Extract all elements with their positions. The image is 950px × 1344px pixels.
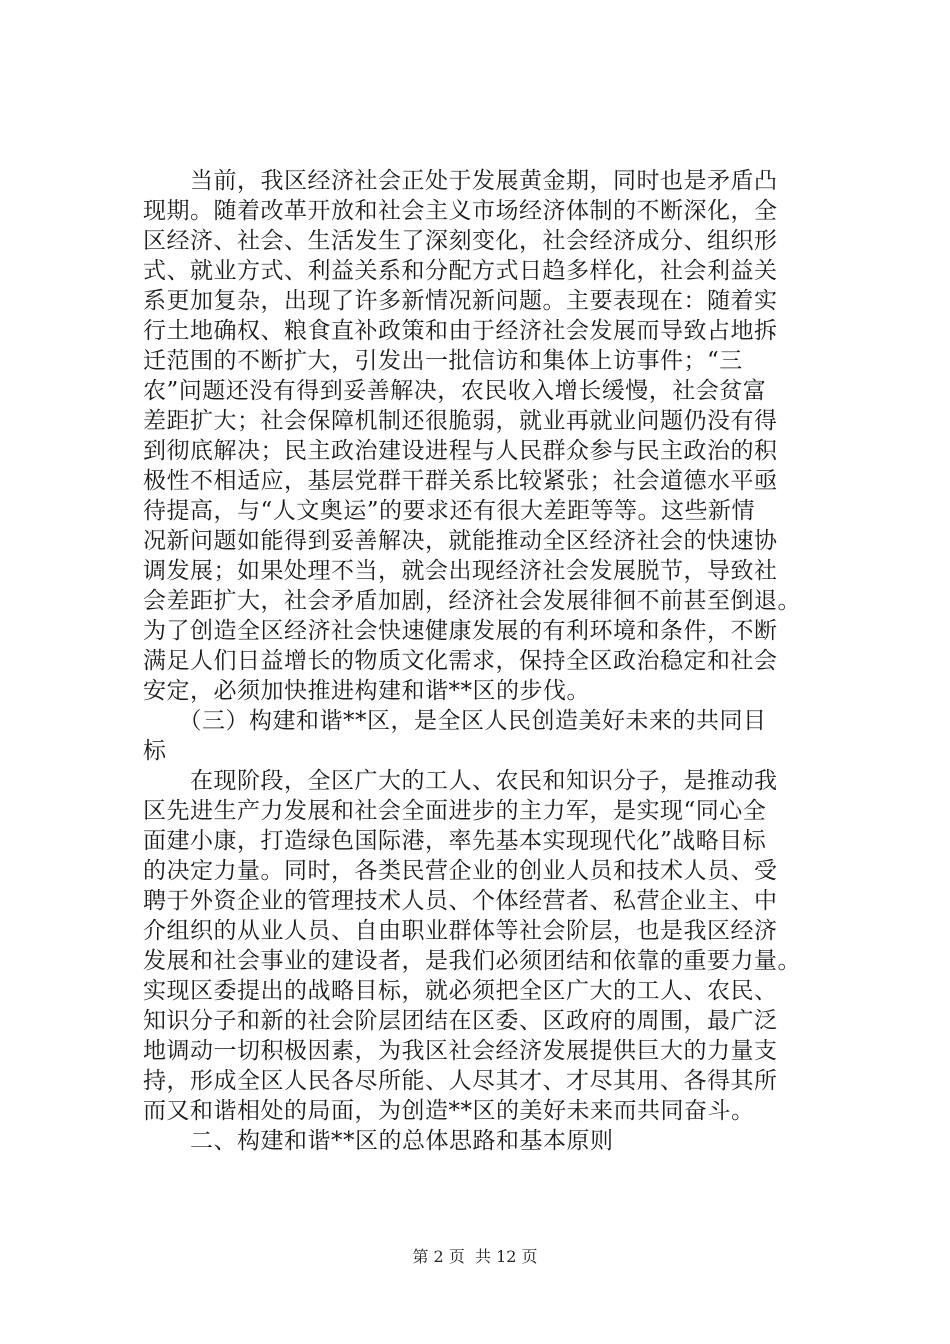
text-line: 发展和社会事业的建设者，是我们必须团结和依靠的重要力量。 <box>143 948 801 974</box>
text-line: 介组织的从业人员、自由职业群体等社会阶层，也是我区经济 <box>143 918 778 944</box>
text-line: 满足人们日益增长的物质文化需求，保持全区政治稳定和社会 <box>143 648 778 674</box>
text-line: 现期。随着改革开放和社会主义市场经济体制的不断深化，全 <box>143 198 778 224</box>
text-line: 迁范围的不断扩大，引发出一批信访和集体上访事件；“三 <box>143 348 743 374</box>
text-line: 式、就业方式、利益关系和分配方式日趋多样化，社会利益关 <box>143 258 778 284</box>
body-text <box>143 166 843 1156</box>
text-line: 为了创造全区经济社会快速健康发展的有利环境和条件，不断 <box>143 618 778 644</box>
text-line: 面建小康，打造绿色国际港，率先基本实现现代化”战略目标 <box>143 828 767 854</box>
text-line: 当前，我区经济社会正处于发展黄金期，同时也是矛盾凸 <box>143 168 778 194</box>
page-number: 第 2 页 共 12 页 <box>412 1247 538 1266</box>
section-heading: （三）构建和谐**区，是全区人民创造美好未来的共同目 <box>143 708 767 734</box>
text-line: 知识分子和新的社会阶层团结在区委、区政府的周围，最广泛 <box>143 1008 778 1034</box>
text-line: 待提高，与“人文奥运”的要求还有很大差距等等。这些新情 <box>143 498 756 524</box>
text-line: 的决定力量。同时，各类民营企业的创业人员和技术人员、受 <box>143 858 778 884</box>
section-heading: 二、构建和谐**区的总体思路和基本原则 <box>143 1128 614 1154</box>
text-line: 调发展；如果处理不当，就会出现经济社会发展脱节，导致社 <box>143 558 778 584</box>
text-line: 在现阶段，全区广大的工人、农民和知识分子，是推动我 <box>143 768 778 794</box>
text-line: 行土地确权、粮食直补政策和由于经济社会发展而导致占地拆 <box>143 318 778 344</box>
text-line: 到彻底解决；民主政治建设进程与人民群众参与民主政治的积 <box>143 438 778 464</box>
text-line: 系更加复杂，出现了许多新情况新问题。主要表现在：随着实 <box>143 288 778 314</box>
text-line: 农”问题还没有得到妥善解决，农民收入增长缓慢，社会贫富 <box>143 378 767 404</box>
text-line: 而又和谐相处的局面，为创造**区的美好未来而共同奋斗。 <box>143 1098 755 1124</box>
text-line: 极性不相适应，基层党群干群关系比较紧张；社会道德水平亟 <box>143 468 778 494</box>
text-line: 区先进生产力发展和社会全面进步的主力军，是实现“同心全 <box>143 798 767 824</box>
text-line: 况新问题如能得到妥善解决，就能推动全区经济社会的快速协 <box>143 528 778 554</box>
text-line: 差距扩大；社会保障机制还很脆弱，就业再就业问题仍没有得 <box>143 408 778 434</box>
text-line: 区经济、社会、生活发生了深刻变化，社会经济成分、组织形 <box>143 228 778 254</box>
text-line: 安定，必须加快推进构建和谐**区的步伐。 <box>143 678 590 704</box>
text-line: 地调动一切积极因素，为我区社会经济发展提供巨大的力量支 <box>143 1038 778 1064</box>
text-line: 实现区委提出的战略目标，就必须把全区广大的工人、农民、 <box>143 978 778 1004</box>
text-line: 聘于外资企业的管理技术人员、个体经营者、私营企业主、中 <box>143 888 778 914</box>
page-footer <box>0 1246 950 1268</box>
text-line: 会差距扩大，社会矛盾加剧，经济社会发展徘徊不前甚至倒退。 <box>143 588 801 614</box>
section-heading: 标 <box>143 738 167 764</box>
text-line: 持，形成全区人民各尽所能、人尽其才、才尽其用、各得其所 <box>143 1068 778 1094</box>
